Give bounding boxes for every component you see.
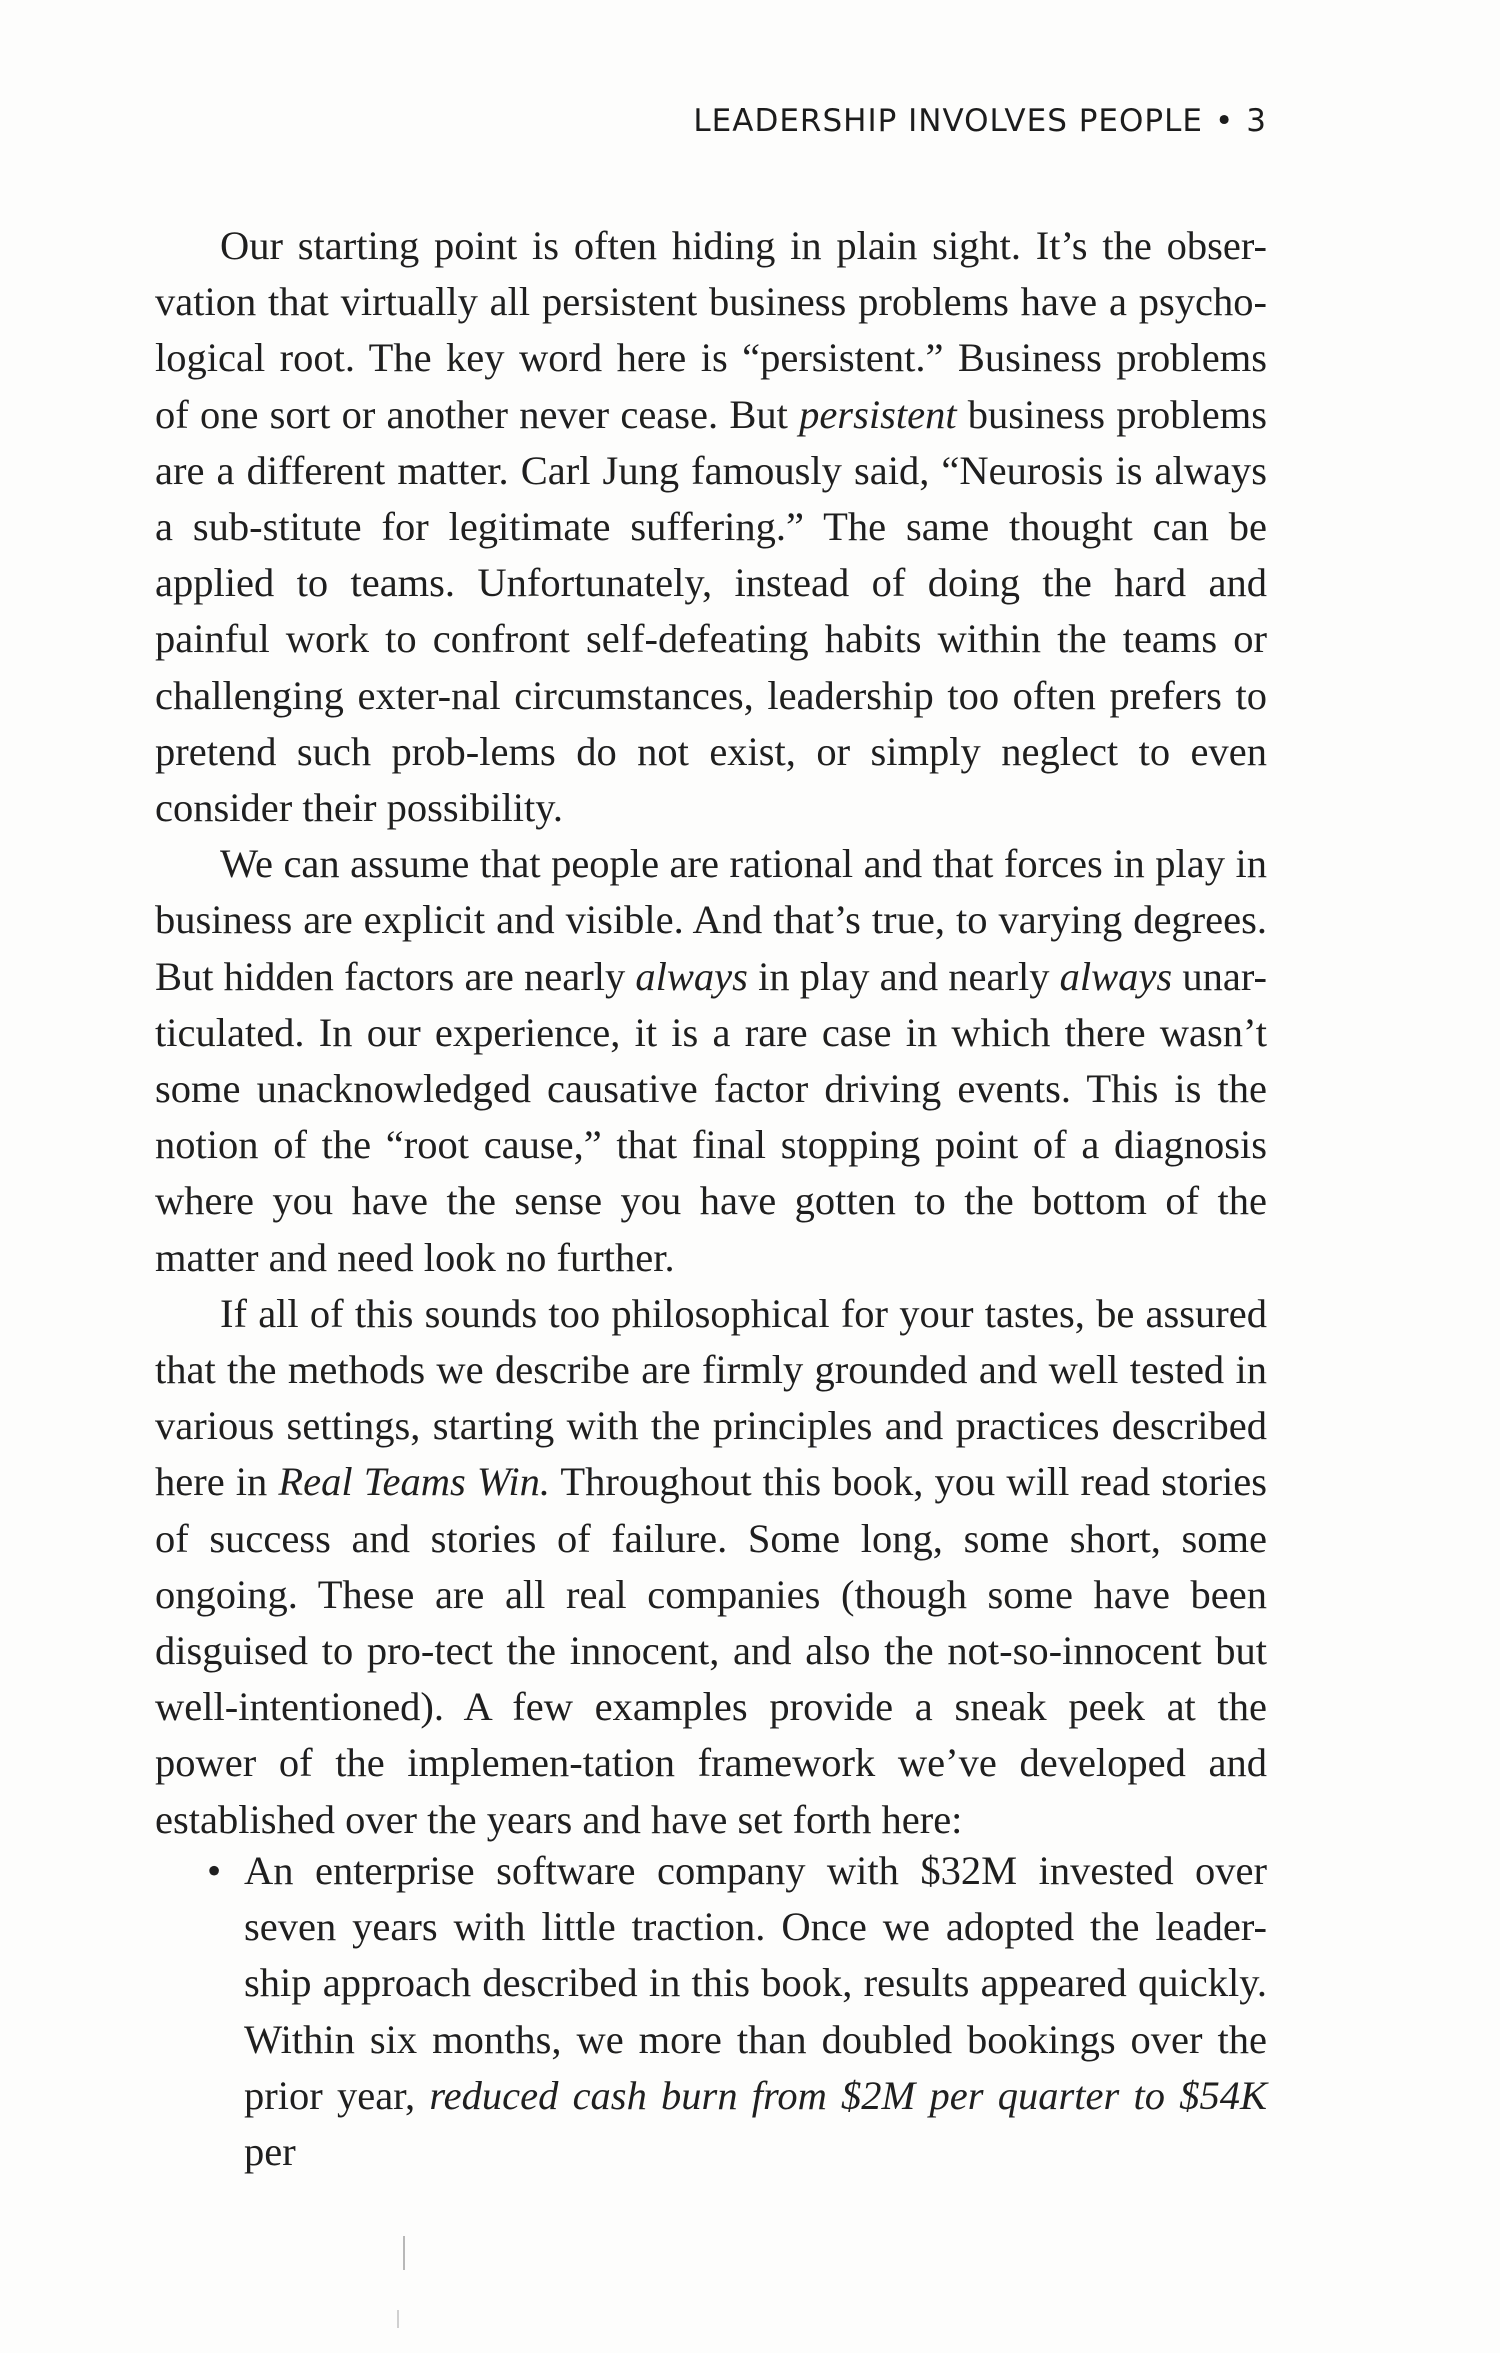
book-title: Real Teams Win. [278, 1459, 550, 1505]
page-number: 3 [1246, 103, 1267, 139]
bullet-text [244, 1843, 1267, 2180]
bullet-item [155, 1843, 1267, 2180]
paragraph-1-emphasis: persistent [799, 391, 957, 437]
bullet-text-a: An enterprise software company with $32M invested over seven years with little traction. Once we adopted the leader-ship approach described in this book, results appeared quickly. Within six months, we more than doubled bookings over the prior year, [244, 1848, 1267, 2118]
header-separator: • [1214, 103, 1235, 139]
paragraph-2-text-b: in play and nearly [747, 953, 1060, 999]
paragraph-3-text-a: If all of this sounds too philosophical for your tastes, be assured that the methods we describe are firmly grounded and well tested in various settings, starting with the principles and practices described here in [155, 1290, 1267, 1505]
paragraph-3 [155, 1286, 1267, 1848]
paragraph-2-text-a: We can assume that people are rational and that forces in play in business are explicit and visible. And that’s true, to varying degrees. But hidden factors are nearly [155, 841, 1267, 999]
bullet-mark: • [207, 1848, 222, 1893]
paragraph-3-text-b: Throughout this book, you will read stories of success and stories of failure. Some long, some short, some ongoing. These are all real companies (though some have been disguised to pro-tect the innocent, and also the not-so-innocent but well-intentioned). A few examples provide a sneak peek at the power of the implemen-tation framework we’ve developed and established over the years and have set forth here: [155, 1459, 1267, 1842]
paragraph-1-text-b: business problems are a different matter. Carl Jung famously said, “Neurosis is always a sub-stitute for legitimate suffering.” The same thought can be applied to teams. Unfortunately, instead of doing the hard and painful work to confront self-defeating habits within the teams or challenging exter-nal circumstances, leadership too often prefers to pretend such prob-lems do not exist, or simply neglect to even consider their possibility. [155, 391, 1267, 831]
paragraph-1 [155, 218, 1267, 836]
scan-artifact-mark [397, 2310, 399, 2328]
running-header [155, 103, 1267, 139]
bullet-text-b: per [244, 2129, 296, 2175]
bullet-list [155, 1843, 1267, 2180]
scan-artifact-mark [403, 2236, 405, 2270]
body-text [155, 218, 1267, 1848]
paragraph-2 [155, 836, 1267, 1286]
paragraph-1-text-a: Our starting point is often hiding in plain sight. It’s the obser-vation that virtually all persistent business problems have a psycho-logical root. The key word here is “persistent.” Business problems of one sort or another never cease. But [155, 223, 1267, 437]
chapter-title: LEADERSHIP INVOLVES PEOPLE [693, 103, 1203, 139]
paragraph-2-text-c: unar-ticulated. In our experience, it is a rare case in which there wasn’t some unacknowledged causative factor driving events. This is the notion of the “root cause,” that final stopping point of a diagnosis where you have the sense you have gotten to the bottom of the matter and need look no further. [155, 953, 1267, 1280]
paragraph-2-emphasis-a: always [635, 953, 748, 999]
paragraph-2-emphasis-b: always [1059, 953, 1173, 999]
bullet-emphasis: reduced cash burn from $2M per quarter to $54K [429, 2072, 1267, 2118]
